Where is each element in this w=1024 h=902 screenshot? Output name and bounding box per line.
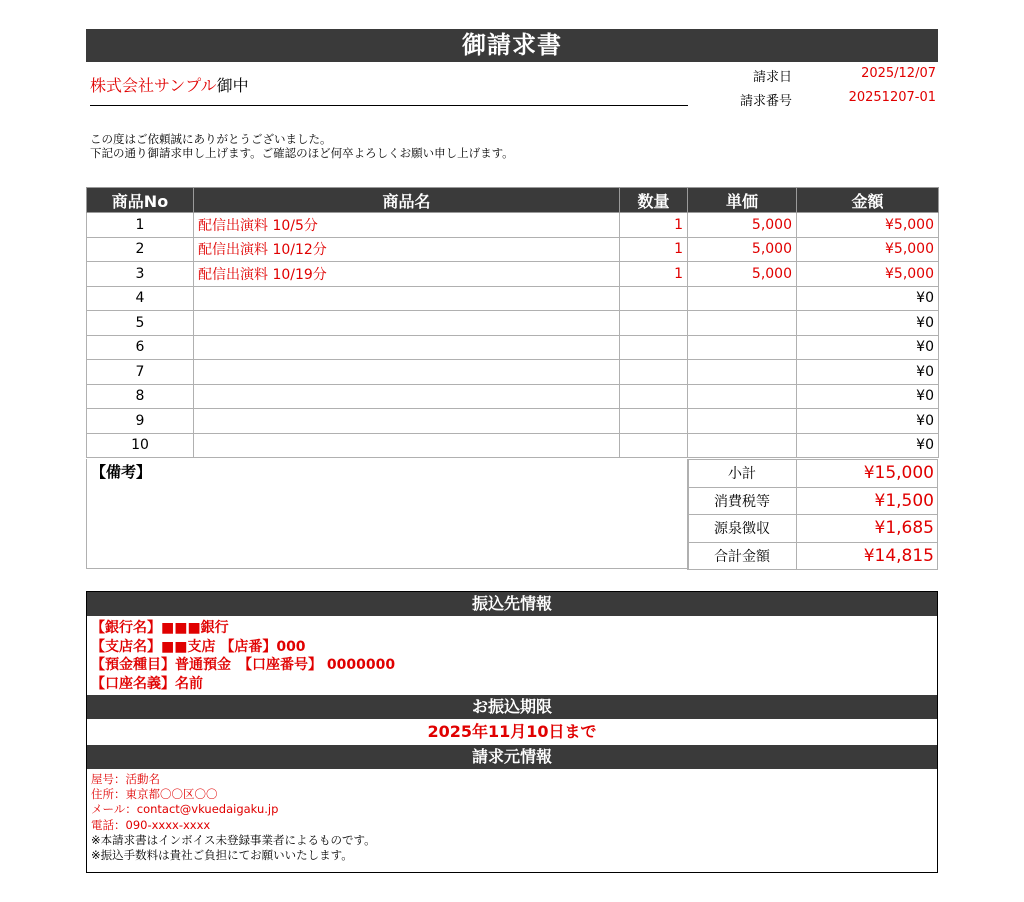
tax-row [688, 487, 938, 515]
item-quantity: 1 [620, 213, 688, 238]
item-quantity [620, 360, 688, 385]
table-row [87, 262, 939, 287]
item-name [194, 286, 620, 311]
payment-info-box [86, 591, 938, 873]
table-row [87, 213, 939, 238]
item-quantity [620, 409, 688, 434]
items-table [86, 187, 939, 458]
bank-details [87, 616, 937, 695]
item-no: 7 [87, 360, 194, 385]
item-quantity [620, 311, 688, 336]
issuer-phone: 電話：090-xxxx-xxxx [91, 817, 211, 832]
item-amount: ¥0 [797, 384, 939, 409]
item-no: 8 [87, 384, 194, 409]
item-name: 配信出演料 10/5分 [194, 213, 620, 238]
item-unit-price: 5,000 [688, 262, 797, 287]
invoice-note-2: ※振込手数料は貴社ご負担にてお願いいたします。 [91, 848, 353, 863]
item-no: 10 [87, 433, 194, 458]
table-header-row [87, 188, 939, 213]
total-value: ¥14,815 [797, 542, 938, 570]
withholding-row [688, 515, 938, 543]
withholding-label: 源泉徴収 [688, 515, 797, 543]
table-row [87, 311, 939, 336]
table-row [87, 409, 939, 434]
header-item-no: 商品No [87, 188, 194, 213]
item-no: 1 [87, 213, 194, 238]
item-no: 5 [87, 311, 194, 336]
totals-table [687, 459, 938, 570]
invoice-number-label: 請求番号 [739, 94, 792, 109]
total-label: 合計金額 [688, 542, 797, 570]
bank-name: 【銀行名】■■■銀行 [91, 620, 229, 636]
item-quantity [620, 384, 688, 409]
item-amount: ¥5,000 [797, 213, 939, 238]
item-name [194, 360, 620, 385]
item-no: 4 [87, 286, 194, 311]
remarks-label: 【備考】 [91, 463, 152, 481]
account-holder: 【口座名義】名前 [91, 675, 203, 692]
item-unit-price: 5,000 [688, 237, 797, 262]
due-date: 2025年11月10日まで [427, 722, 597, 741]
invoice-date-value: 2025/12/07 [861, 66, 936, 81]
table-row [87, 360, 939, 385]
item-amount: ¥5,000 [797, 262, 939, 287]
tax-label: 消費税等 [688, 487, 797, 515]
issuer-address: 住所：東京都〇〇区〇〇 [91, 787, 218, 802]
item-amount: ¥5,000 [797, 237, 939, 262]
table-row [87, 237, 939, 262]
table-row [87, 335, 939, 360]
item-unit-price [688, 311, 797, 336]
item-quantity [620, 433, 688, 458]
invoice-note-1: ※本請求書はインボイス未登録事業者によるものです。 [91, 832, 376, 847]
greeting-line-2: 下記の通り御請求申し上げます。ご確認のほど何卒よろしくお願い申し上げます。 [90, 146, 514, 160]
item-name [194, 409, 620, 434]
tax-value: ¥1,500 [797, 487, 938, 515]
invoice-title: 御請求書 [86, 29, 938, 62]
item-unit-price [688, 286, 797, 311]
item-amount: ¥0 [797, 335, 939, 360]
bank-heading: 振込先情報 [87, 592, 937, 616]
item-no: 2 [87, 237, 194, 262]
subtotal-label: 小計 [688, 460, 797, 488]
item-name [194, 433, 620, 458]
client-company: 株式会社サンプル [90, 76, 217, 95]
item-quantity: 1 [620, 262, 688, 287]
client-suffix: 御中 [216, 76, 249, 95]
header-item-name: 商品名 [194, 188, 620, 213]
header-amount: 金額 [797, 188, 939, 213]
withholding-value: ¥1,685 [797, 515, 938, 543]
item-name [194, 311, 620, 336]
table-row [87, 286, 939, 311]
item-unit-price [688, 433, 797, 458]
table-row [87, 384, 939, 409]
item-no: 3 [87, 262, 194, 287]
item-no: 6 [87, 335, 194, 360]
remarks-box [86, 459, 689, 569]
item-name [194, 335, 620, 360]
item-name [194, 384, 620, 409]
item-name: 配信出演料 10/19分 [194, 262, 620, 287]
item-amount: ¥0 [797, 360, 939, 385]
item-unit-price [688, 335, 797, 360]
item-no: 9 [87, 409, 194, 434]
item-amount: ¥0 [797, 433, 939, 458]
header-quantity: 数量 [620, 188, 688, 213]
invoice-number-value: 20251207-01 [848, 90, 936, 105]
item-unit-price [688, 360, 797, 385]
item-quantity [620, 286, 688, 311]
header-unit-price: 単価 [688, 188, 797, 213]
greeting-text [90, 132, 514, 160]
invoice-date-label: 請求日 [752, 70, 792, 85]
issuer-heading: 請求元情報 [87, 745, 937, 769]
issuer-trade-name: 屋号：活動名 [91, 772, 160, 786]
item-amount: ¥0 [797, 409, 939, 434]
item-unit-price [688, 409, 797, 434]
due-heading: お振込期限 [87, 695, 937, 719]
greeting-line-1: この度はご依頼誠にありがとうございました。 [90, 132, 332, 146]
total-row [688, 542, 938, 570]
table-row [87, 433, 939, 458]
issuer-email: メール：contact@vkuedaigaku.jp [91, 802, 279, 817]
subtotal-row [688, 460, 938, 488]
item-quantity: 1 [620, 237, 688, 262]
branch-name: 【支店名】■■支店 【店番】000 [91, 638, 306, 655]
item-unit-price: 5,000 [688, 213, 797, 238]
item-name: 配信出演料 10/12分 [194, 237, 620, 262]
item-amount: ¥0 [797, 311, 939, 336]
account-type-number: 【預金種目】普通預金 【口座番号】 0000000 [91, 657, 396, 673]
item-quantity [620, 335, 688, 360]
item-unit-price [688, 384, 797, 409]
client-name [90, 73, 688, 106]
item-amount: ¥0 [797, 286, 939, 311]
issuer-details [87, 769, 937, 863]
subtotal-value: ¥15,000 [797, 460, 938, 488]
